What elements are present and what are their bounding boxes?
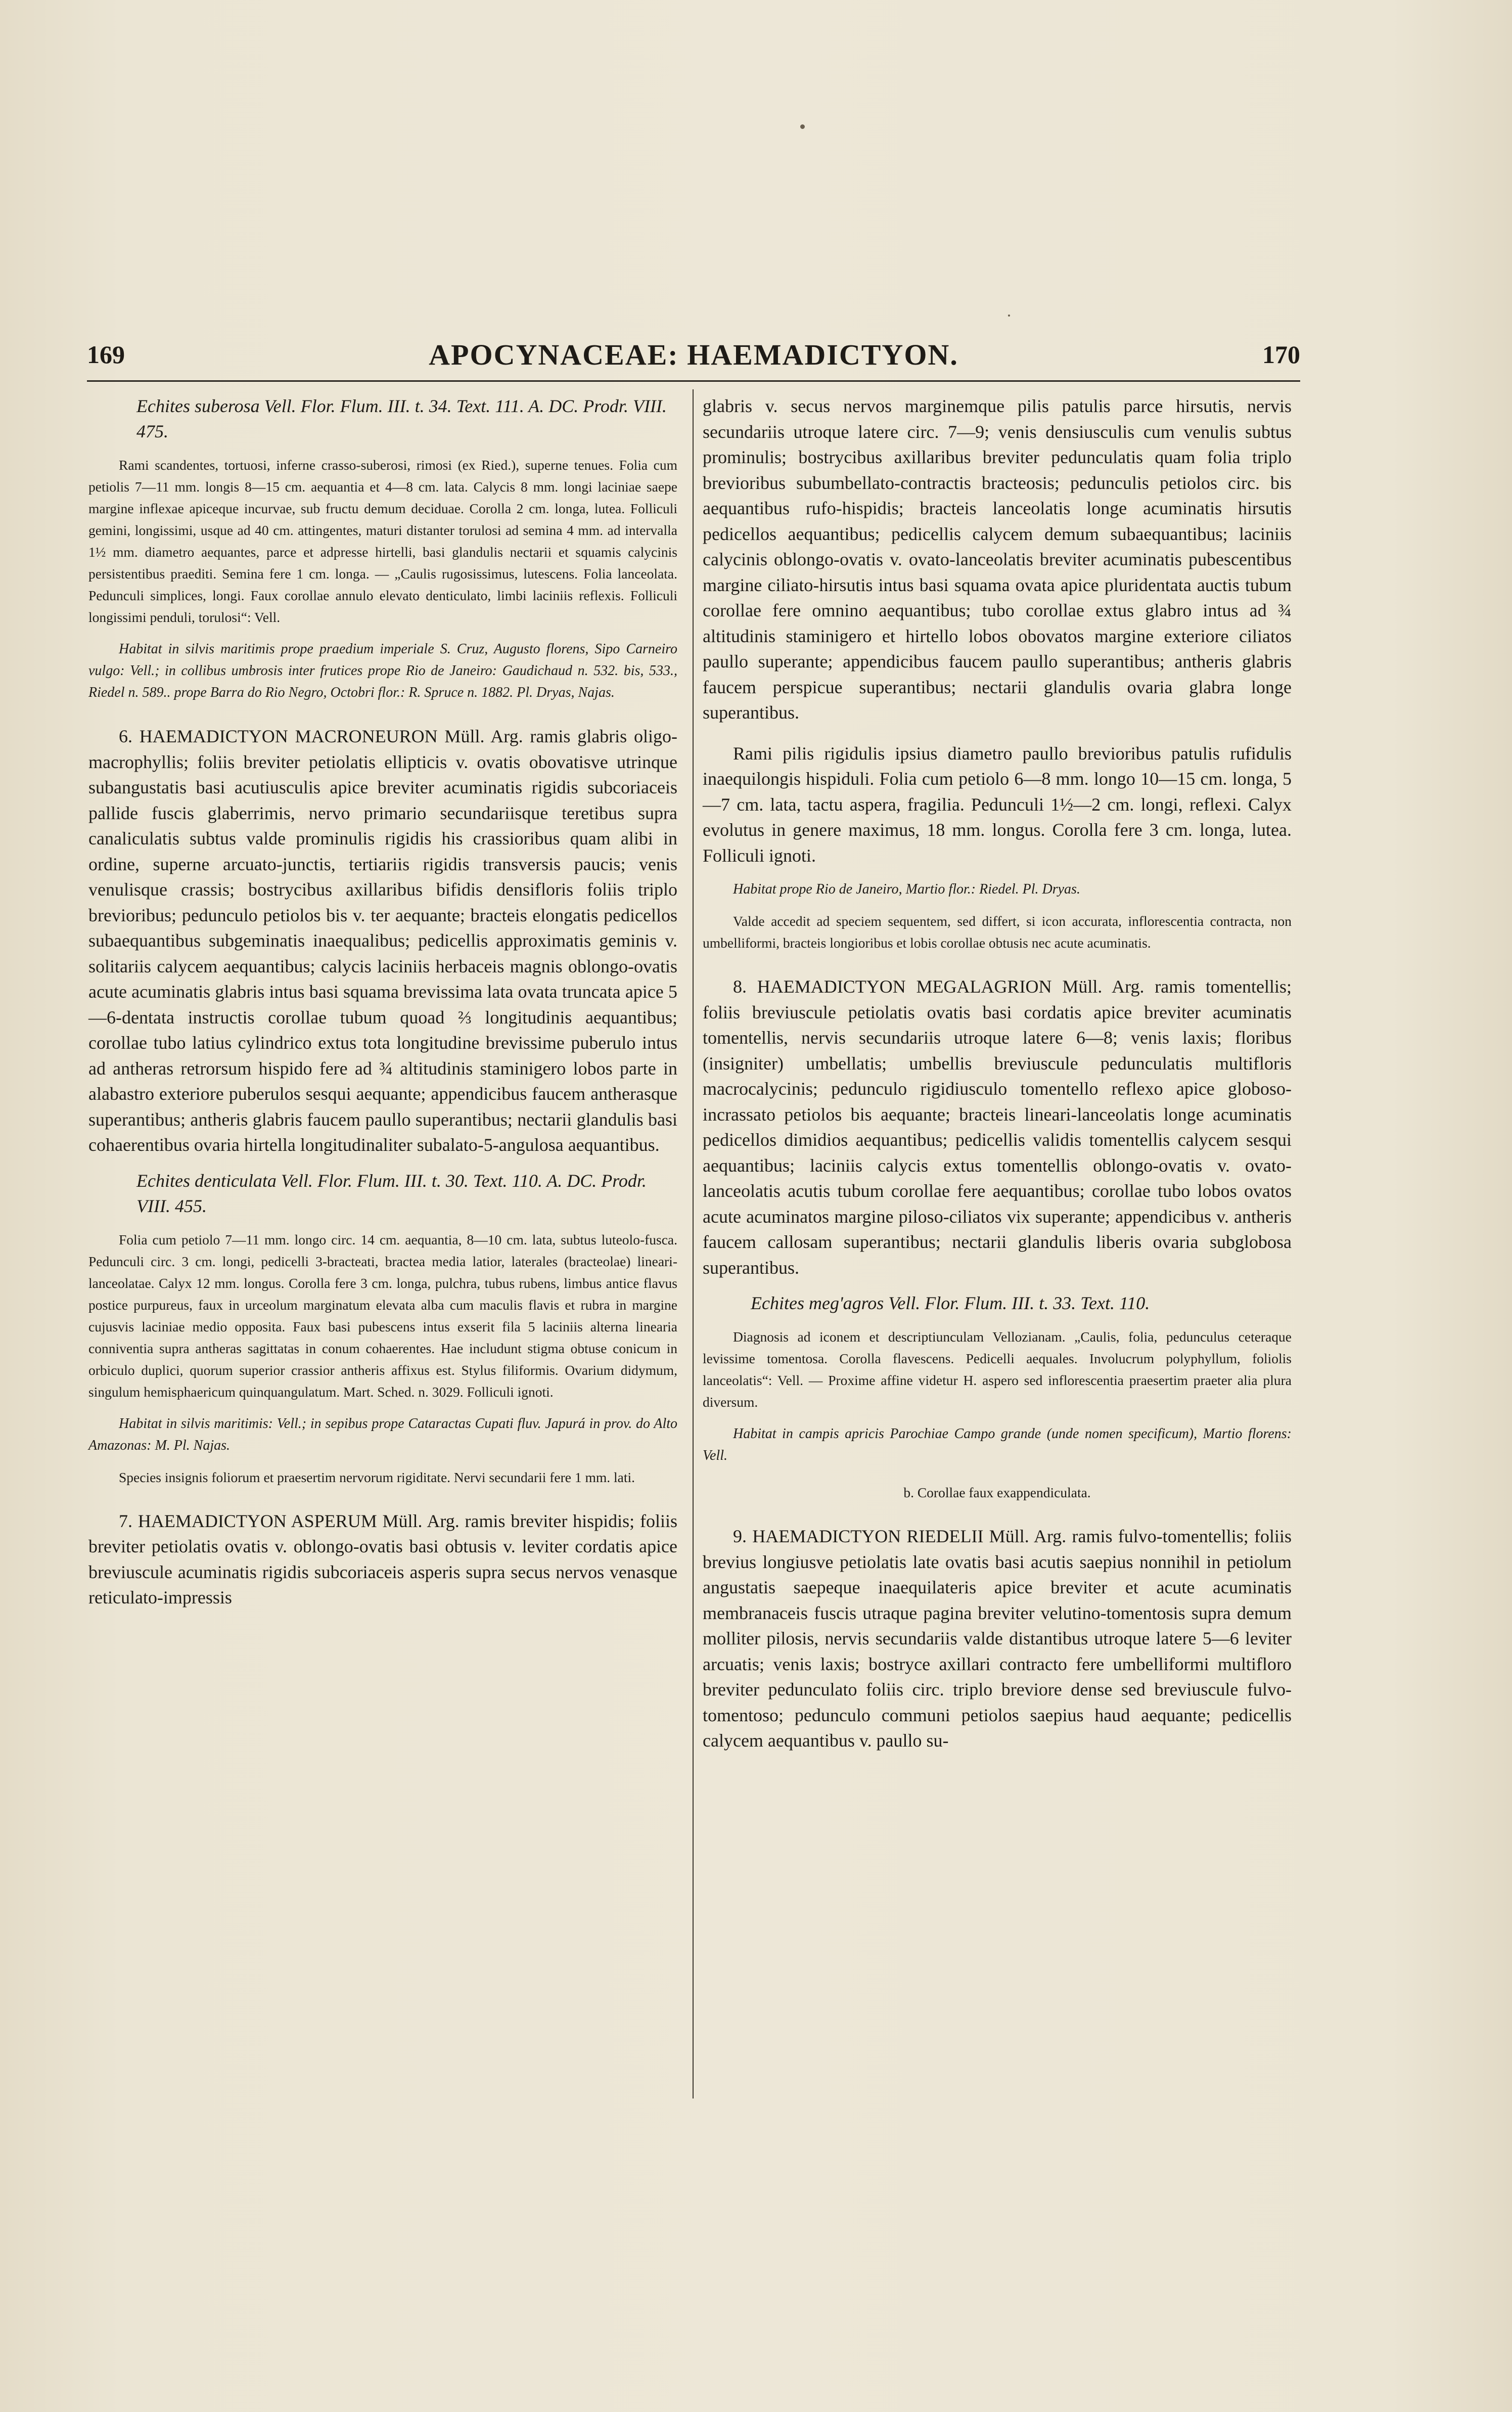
description-paragraph: Diagnosis ad iconem et descriptiunculam Vellozianam. „Caulis, folia, pedunculus ceteraque levissime tomentosa. Corolla flavescens. Pedicelli aequales. Involucrum polyphyllum, foliolis lanceolatis“: Vell. — Proxime affine videtur H. aspero sed inflorescentia praesertim praeter alia plura diversum. [703,1329,1292,1410]
habitat-paragraph: Habitat in campis apricis Parochiae Campo grande (unde nomen specificum), Martio florens: Vell. [703,1426,1292,1463]
page-number-right: 170 [1262,340,1300,369]
habitat-paragraph: Habitat in silvis maritimis: Vell.; in sepibus prope Cataractas Cupati fluv. Japurá in prov. do Alto Amazonas: M. Pl. Najas. [88,1415,677,1453]
species-7-diagnosis: 7. HAEMADICTYON ASPERUM Müll. Arg. ramis breviter hispidis; foliis breviter petiolatis ovatis v. oblongo-ovatis basi obtusis v. leviter cordatis apice breviuscule acuminatis rigidis subcoriaceis asperis supra secus nervos venasque reticulato-impressis [88,1510,677,1607]
page-header [87,336,1300,376]
subsection-heading: b. Corollae faux exappendiculata. [903,1485,1091,1500]
synonym-reference: Echites denticulata Vell. Flor. Flum. III. t. 30. Text. 110. A. DC. Prodr. VIII. 455. [136,1170,647,1216]
column-divider [693,389,694,2098]
habitat-paragraph: Habitat in silvis maritimis prope praedium imperiale S. Cruz, Augusto florens, Sipo Carneiro vulgo: Vell.; in collibus umbrosis inter frutices prope Rio de Janeiro: Gaudichaud n. 532. bis, 533., Riedel n. 589.. prope Barra do Rio Negro, Octobri flor.: R. Spruce n. 1882. Pl. Dryas, Najas. [88,641,677,700]
description-paragraph: Rami pilis rigidulis ipsius diametro paullo brevioribus patulis rufidulis inaequilongis hispiduli. Folia cum petiolo 6—8 mm. longo 10—15 cm. longa, 5—7 cm. lata, tactu aspera, fragilia. Pedunculi 1½—2 cm. longi, reflexi. Calyx evolutus in genere maximus, 18 mm. longus. Corolla fere 3 cm. longa, lutea. Folliculi ignoti. [703,743,1292,866]
running-title: APOCYNACEAE: HAEMADICTYON. [429,338,958,371]
note-paragraph: Valde accedit ad speciem sequentem, sed differt, si icon accurata, inflorescentia contracta, non umbelliformi, bracteis longioribus et lobis corollae obtusis nec acute acuminatis. [703,913,1292,951]
species-6-diagnosis: 6. HAEMADICTYON MACRONEURON Müll. Arg. ramis glabris oligo-macrophyllis; foliis breviter petiolatis ellipticis v. ovatis obovatisve utrinque subangustatis basi acutiusculis apice breviter acuminatis rigidis subcoriaceis pallide fuscis glaberrimis, nervo primario secundariisque teretibus supra canaliculatis subtus valde prominulis rigidis his crassioribus quam alibi in ordine, superne arcuato-junctis, tertiariis rigidis transversis paucis; venis venulisque crassis; bostrycibus axillaribus bifidis densifloris foliis triplo brevioribus; pedunculo petiolos bis v. ter aequante; bracteis elongatis pedicellos subaequantibus subgeminatis inaequalibus; pedicellis approximatis geminis v. solitariis calycem aequantibus; calycis laciniis herbaceis magnis oblongo-ovatis acute acuminatis glabris intus basi squama brevissima lata ovata truncata apice 5—6-dentata instructis corollae tubum quoad ⅔ longitudinis aequantibus; corollae tubo latius cylindrico extus tota longitudine brevissime puberulo intus ad antheras retrorsum hispido fere ad ¾ altitudinis staminigero lobos parte in alabastro exteriore puberulos sesqui aequante; appendicibus faucem antherasque superantibus; antheris glabris faucem paullo superantibus; nectarii glandulis basi cohaerentibus ovaria hirtella longitudinaliter subalato-5-angulosa aequantibus. [88,726,677,1155]
right-column [703,393,1292,1754]
note-paragraph: Species insignis foliorum et praesertim nervorum rigiditate. Nervi secundarii fere 1 mm. lati. [119,1469,635,1485]
species-9-diagnosis: 9. HAEMADICTYON RIEDELII Müll. Arg. ramis fulvo-tomentellis; foliis brevius longiusve petiolatis late ovatis basi acutis saepius nonnihil in petiolum angustatis saepeque inaequilateris apice breviter et acute acuminatis membranaceis fuscis utraque pagina breviter velutino-tomentosis supra demum molliter pilosis, nervis secundariis valde distantibus utroque latere 5—6 leviter arcuatis; venis laxis; bostryce axillari contracto fere umbelliformi multifloro breviter pedunculato foliis circ. triplo breviore dense sed breviuscule fulvo-tomentoso; pedunculo communi petiolos saepius haud aequante; pedicellis calycem aequantibus v. paullo su- [703,1526,1292,1751]
habitat-paragraph: Habitat prope Rio de Janeiro, Martio flor.: Riedel. Pl. Dryas. [733,881,1080,897]
species-7-diagnosis-continued: glabris v. secus nervos marginemque pilis patulis parce hirsutis, nervis secundariis utroque latere circ. 7—9; venis densiusculis cum venulis subtus prominulis; bostrycibus axillaribus breviter pedunculatis quam folia triplo brevioribus subumbellato-contractis bracteosis; pedunculis petiolos circ. bis aequantibus rufo-hispidis; bracteis lanceolatis longe acuminatis hirsutis pedicellos aequantibus; pedicellis calycem demum subaequantibus; laciniis calycinis oblongo-ovatis v. ovato-lanceolatis breviter acuminatis pubescentibus margine ciliato-hirsutis intus basi squama ovata apice pluridentata auctis tubum corollae fere omnino aequantibus; tubo corollae extus glabro intus ad ¾ altitudinis staminigero et hirtello lobos obovatos margine exteriore ciliatos paullo superante; appendicibus faucem paullo superantibus; antheris glabris faucem perspicue superantibus; nectarii glandulis ovaria glabra longe superantibus. [703,396,1292,723]
description-paragraph: Folia cum petiolo 7—11 mm. longo circ. 14 cm. aequantia, 8—10 cm. lata, subtus luteolo-fusca. Pedunculi circ. 3 cm. longi, pedicelli 3-bracteati, bractea media latior, laterales (bracteolae) lineari-lanceolatae. Calyx 12 mm. longus. Corolla fere 3 cm. longa, pulchra, tubus rubens, limbus antice flavus postice purpureus, faux in urceolum marginatum elevata alba cum maculis flavis et rubra in margine cujusvis laciniae medio opposita. Faux basi pubescens intus exserit fila 5 laciniis alterna linearia conniventia supra antheras sagittatas in conum cohaerentes. Hae includunt stigma obtuse conicum in orbiculo duplici, quorum superior crassior antheris affixus est. Stylus filiformis. Ovarium didymum, singulum hemisphaericum quinquangulatum. Mart. Sched. n. 3029. Folliculi ignoti. [88,1231,677,1400]
synonym-reference: Echites suberosa Vell. Flor. Flum. III. t. 34. Text. 111. A. DC. Prodr. VIII. 475. [136,396,667,441]
paper-speck [800,124,805,129]
header-rule [87,380,1300,382]
species-8-diagnosis: 8. HAEMADICTYON MEGALAGRION Müll. Arg. ramis tomentellis; foliis breviuscule petiolatis ovatis basi cordatis apice breviter acuminatis tomentellis, nervis secundariis utroque latere 6—8; venis laxis; floribus (insigniter) umbellatis; umbellis breviuscule pedunculatis multifloris macrocalycinis; pedunculo rigidiusculo tomentello reflexo apice globoso-incrassato petiolos bis aequante; bracteis lineari-lanceolatis longe acuminatis pedicellos dimidios aequantibus; pedicellis validis tomentellis calycem sesqui aequantibus; laciniis calycis extus tomentellis oblongo-ovatis v. ovato-lanceolatis acutis tubum corollae fere aequantibus; corollae tubo lobos ovatos acute acuminatos margine piloso-ciliatos vix superante; appendicibus v. antheris faucem callosam superantibus; nectarii glandulis liberis ovaria subglobosa superantibus. [703,976,1292,1278]
page-number-left: 169 [87,340,125,369]
paper-speck [1008,315,1010,317]
synonym-reference: Echites meg'agros Vell. Flor. Flum. III. t. 33. Text. 110. [751,1293,1150,1313]
description-paragraph: Rami scandentes, tortuosi, inferne crasso-suberosi, rimosi (ex Ried.), superne tenues. Folia cum petiolis 7—11 mm. longis 8—15 cm. aequantia et 4—8 cm. lata. Calycis 8 mm. longi laciniae saepe margine inflexae apiceque incurvae, sub fructu demum deciduae. Corolla 2 cm. longa, lutea. Folliculi gemini, longissimi, usque ad 40 cm. attingentes, maturi distanter torulosi ad semina 4 mm. ad intervalla 1½ mm. diametro aequantes, parce et adpresse hirtelli, basi glandulis nectarii et squamis calycinis persistentibus praediti. Semina fere 1 cm. longa. — „Caulis rugosissimus, lutescens. Folia lanceolata. Pedunculi simplices, longi. Faux corollae annulo elevato denticulato, limbi laciniis reflexis. Folliculi longissimi penduli, torulosi“: Vell. [88,457,677,625]
left-column [88,393,677,1611]
